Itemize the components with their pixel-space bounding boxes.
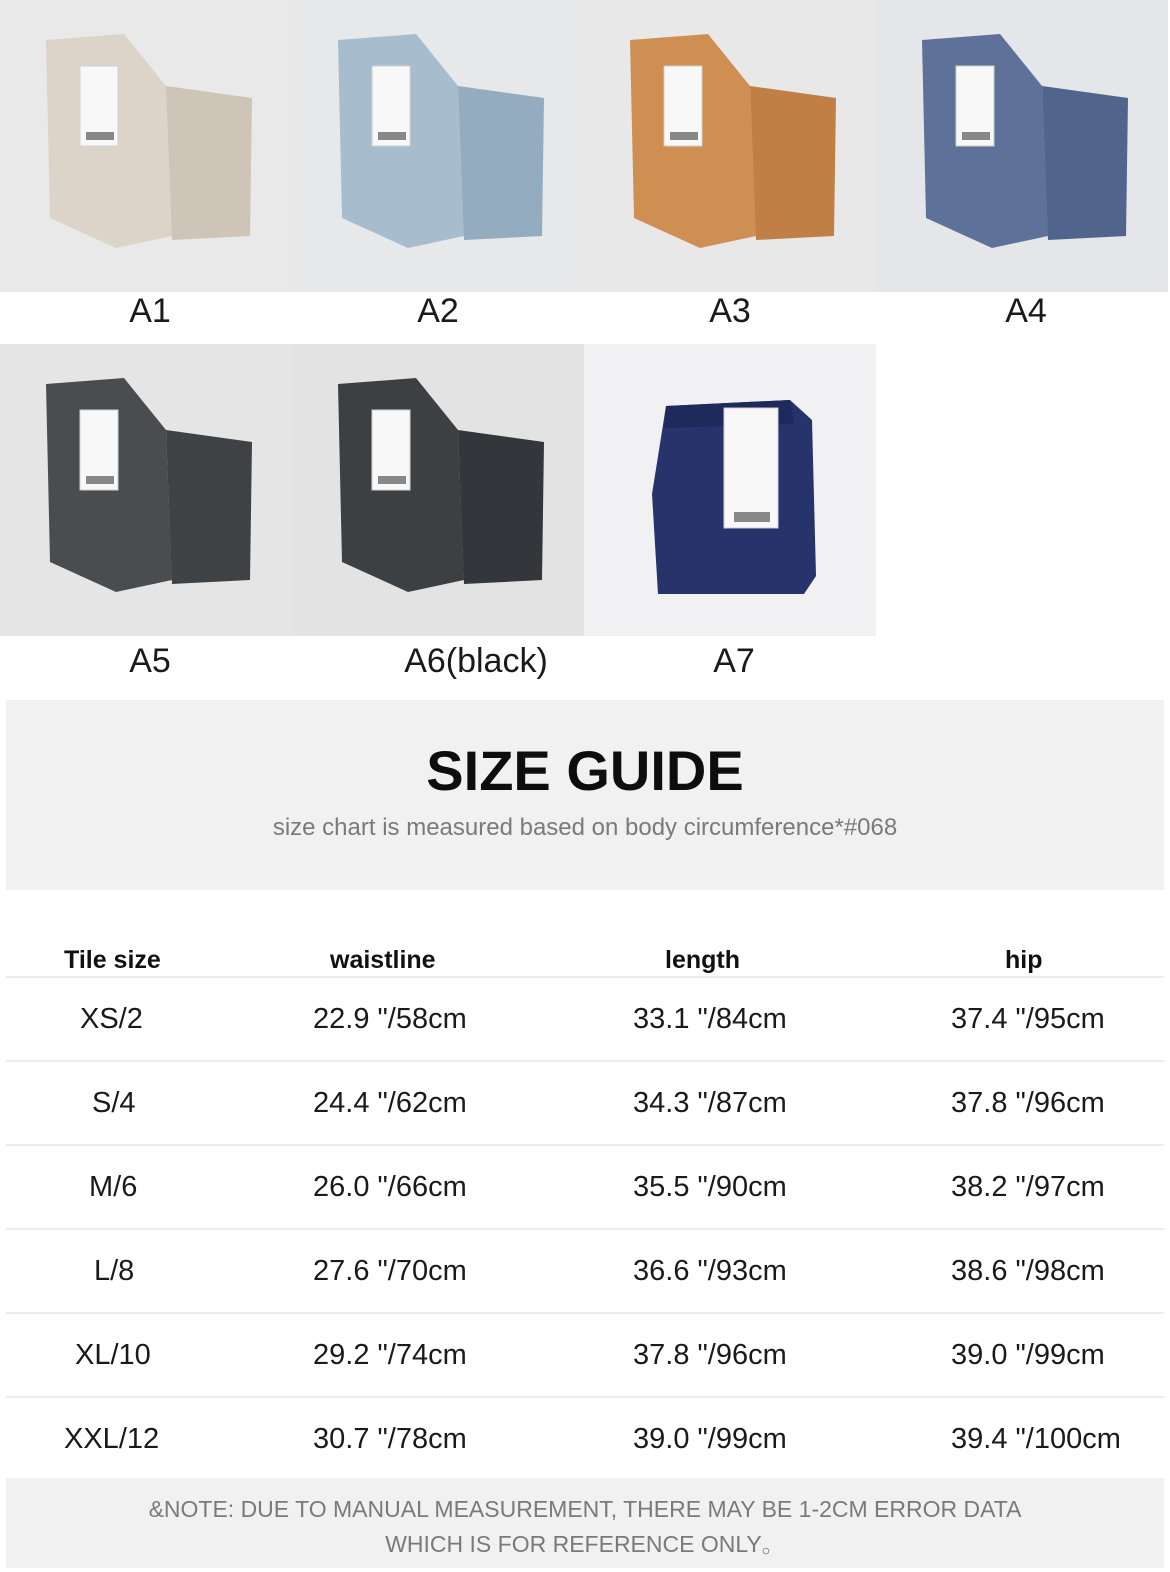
- column-header-hip: hip: [1005, 946, 1043, 974]
- note-line-1: &NOTE: DUE TO MANUAL MEASUREMENT, THERE MAY BE 1-2CM ERROR DATA: [148, 1496, 1022, 1522]
- hip-cell: 37.8 "/96cm: [951, 1087, 1105, 1119]
- leggings-fold: [1042, 86, 1128, 240]
- swatch-a4[interactable]: [876, 0, 1168, 292]
- length-cell: 36.6 "/93cm: [633, 1255, 787, 1287]
- barcode: [86, 476, 114, 484]
- leggings-fold: [166, 86, 252, 240]
- barcode: [378, 132, 406, 140]
- swatch-label-a1: A1: [129, 292, 171, 330]
- folded-leggings-image: [876, 0, 1168, 292]
- leggings-fold: [166, 430, 252, 584]
- swatch-a1[interactable]: [0, 0, 292, 292]
- swatch-label-a4: A4: [1005, 292, 1047, 330]
- column-header-length: length: [665, 946, 740, 974]
- swatch-label-a5: A5: [129, 642, 171, 680]
- waistline-cell: 27.6 "/70cm: [313, 1255, 467, 1287]
- barcode: [734, 512, 770, 522]
- folded-leggings-image: [0, 344, 292, 636]
- waistline-cell: 26.0 "/66cm: [313, 1171, 467, 1203]
- waistline-cell: 22.9 "/58cm: [313, 1003, 467, 1035]
- column-header-size: Tile size: [64, 946, 161, 974]
- waistline-cell: 29.2 "/74cm: [313, 1339, 467, 1371]
- swatch-a2[interactable]: [292, 0, 584, 292]
- table-row: [0, 1229, 1170, 1313]
- barcode: [378, 476, 406, 484]
- hip-cell: 39.0 "/99cm: [951, 1339, 1105, 1371]
- swatch-a7[interactable]: [584, 344, 876, 636]
- table-row: [0, 977, 1170, 1061]
- hip-cell: 38.6 "/98cm: [951, 1255, 1105, 1287]
- size-cell: M/6: [89, 1171, 138, 1203]
- folded-leggings-image: [0, 0, 292, 292]
- hip-cell: 39.4 "/100cm: [951, 1423, 1121, 1455]
- folded-shorts-image: [584, 344, 876, 636]
- swatch-a5[interactable]: [0, 344, 292, 636]
- length-cell: 39.0 "/99cm: [633, 1423, 787, 1455]
- table-row: [0, 1313, 1170, 1397]
- measurement-note: [6, 1478, 1164, 1568]
- leggings-cuff: [176, 512, 248, 546]
- swatch-label-a3: A3: [709, 292, 751, 330]
- barcode: [670, 132, 698, 140]
- waistline-cell: 24.4 "/62cm: [313, 1087, 467, 1119]
- leggings-cuff: [176, 168, 248, 202]
- leggings-cuff: [468, 512, 540, 546]
- swatch-label-a6: A6(black): [404, 642, 548, 680]
- table-row: [0, 1145, 1170, 1229]
- column-header-waistline: waistline: [330, 946, 436, 974]
- table-row: [0, 1061, 1170, 1145]
- barcode: [962, 132, 990, 140]
- leggings-fold: [750, 86, 836, 240]
- size-guide-title: SIZE GUIDE: [426, 739, 744, 802]
- size-cell: XS/2: [80, 1003, 143, 1035]
- size-cell: XXL/12: [64, 1423, 160, 1455]
- hang-tag: [724, 408, 778, 528]
- note-line-2: WHICH IS FOR REFERENCE ONLY。: [385, 1531, 785, 1557]
- size-guide-subtitle: size chart is measured based on body circumference*#068: [272, 814, 898, 841]
- folded-leggings-image: [292, 344, 584, 636]
- barcode: [86, 132, 114, 140]
- table-row: [0, 1397, 1170, 1481]
- waistline-cell: 30.7 "/78cm: [313, 1423, 467, 1455]
- size-cell: S/4: [92, 1087, 136, 1119]
- leggings-cuff: [468, 168, 540, 202]
- swatch-a3[interactable]: [584, 0, 876, 292]
- hip-cell: 38.2 "/97cm: [951, 1171, 1105, 1203]
- size-cell: XL/10: [75, 1339, 151, 1371]
- leggings-fold: [458, 430, 544, 584]
- leggings-fold: [458, 86, 544, 240]
- length-cell: 37.8 "/96cm: [633, 1339, 787, 1371]
- folded-leggings-image: [584, 0, 876, 292]
- swatch-label-a2: A2: [417, 292, 459, 330]
- length-cell: 33.1 "/84cm: [633, 1003, 787, 1035]
- length-cell: 34.3 "/87cm: [633, 1087, 787, 1119]
- size-guide-banner: [6, 700, 1164, 890]
- swatch-label-a7: A7: [713, 642, 755, 680]
- length-cell: 35.5 "/90cm: [633, 1171, 787, 1203]
- swatch-a6[interactable]: [292, 344, 584, 636]
- folded-leggings-image: [292, 0, 584, 292]
- leggings-cuff: [1052, 168, 1124, 202]
- hip-cell: 37.4 "/95cm: [951, 1003, 1105, 1035]
- leggings-cuff: [760, 168, 832, 202]
- size-cell: L/8: [94, 1255, 135, 1287]
